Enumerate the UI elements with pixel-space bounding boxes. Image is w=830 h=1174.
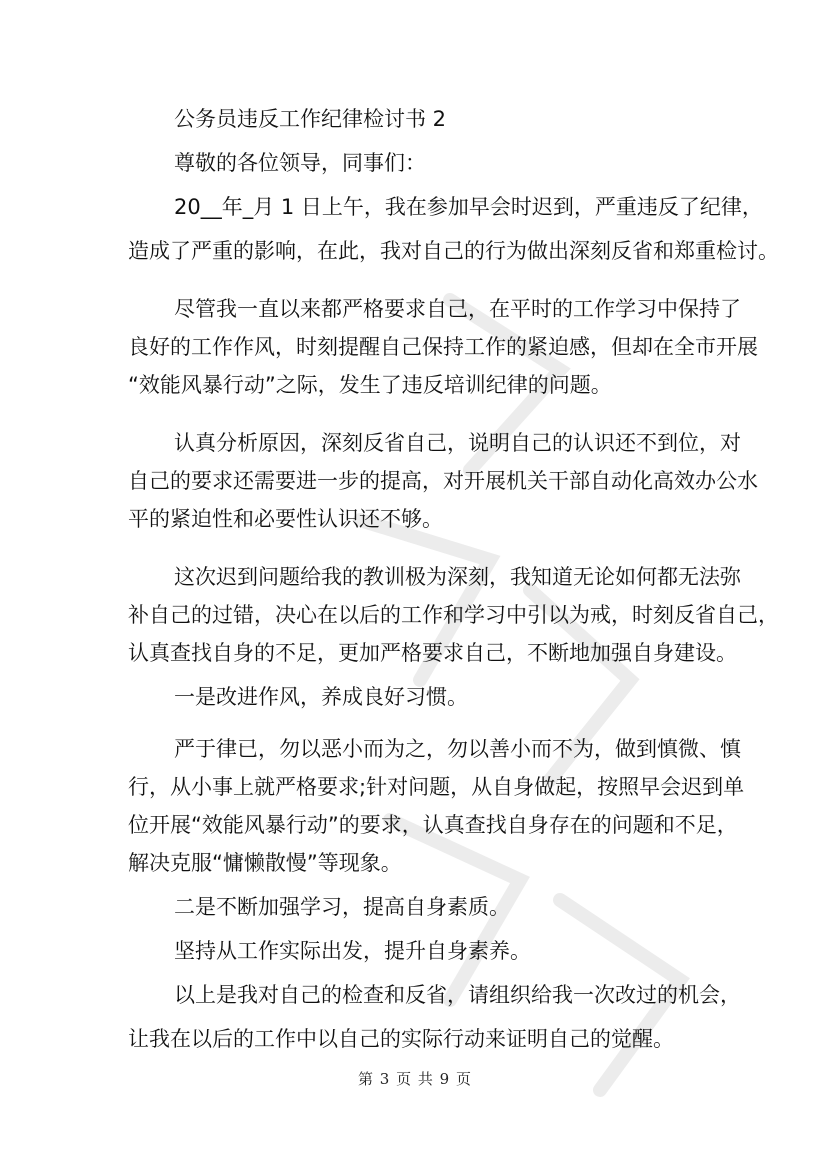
page-indicator: 第 3 页 共 9 页 <box>358 1070 472 1088</box>
paragraph-4 <box>128 558 779 672</box>
paragraph-line: 20__年_月 1 日上午，我在参加早会时迟到，严重违反了纪律， <box>174 195 763 219</box>
paragraph-7 <box>128 888 708 926</box>
paragraph-line: 良好的工作作风，时刻提醒自己保持工作的紧迫感，但却在全市开展 <box>128 335 758 359</box>
paragraph-6 <box>128 730 745 882</box>
paragraph-line: 解决克服“慵懒散慢”等现象。 <box>128 851 402 875</box>
paragraph-line: 认真分析原因，深刻反省自己，说明自己的认识还不到位，对 <box>174 431 741 455</box>
paragraph-line: 尽管我一直以来都严格要求自己，在平时的工作学习中保持了 <box>174 297 741 321</box>
paragraph-line: 自己的要求还需要进一步的提高，对开展机关干部自动化高效办公水 <box>128 469 758 493</box>
paragraph-line: 造成了严重的影响，在此，我对自己的行为做出深刻反省和郑重检讨。 <box>128 239 779 263</box>
paragraph-line: 行，从小事上就严格要求;针对问题，从自身做起，按照早会迟到单 <box>128 775 745 799</box>
paragraph-line: 二是不断加强学习，提高自身素质。 <box>174 895 510 919</box>
paragraph-line: 坚持从工作实际出发，提升自身素养。 <box>174 939 531 963</box>
document-body <box>128 100 779 1058</box>
paragraph-8 <box>128 932 708 970</box>
paragraph-3 <box>128 424 758 538</box>
paragraph-2 <box>128 290 758 404</box>
paragraph-9 <box>128 976 741 1058</box>
paragraph-1 <box>128 188 779 270</box>
paragraph-line: “效能风暴行动”之际，发生了违反培训纪律的问题。 <box>128 373 612 397</box>
paragraph-line: 以上是我对自己的检查和反省，请组织给我一次改过的机会， <box>174 983 741 1007</box>
paragraph-line: 严于律已，勿以恶小而为之，勿以善小而不为，做到慎微、慎 <box>174 737 741 761</box>
paragraph-line: 让我在以后的工作中以自己的实际行动来证明自己的觉醒。 <box>128 1027 674 1051</box>
greeting: 尊敬的各位领导，同事们： <box>174 151 426 175</box>
paragraph-line: 这次迟到问题给我的教训极为深刻，我知道无论如何都无法弥 <box>174 565 741 589</box>
paragraph-line: 认真查找自身的不足，更加严格要求自己，不断地加强自身建设。 <box>128 641 737 665</box>
paragraph-line: 一是改进作风，养成良好习惯。 <box>174 685 468 709</box>
paragraph-5 <box>128 678 708 716</box>
paragraph-line: 位开展“效能风暴行动”的要求，认真查找自身存在的问题和不足， <box>128 813 738 837</box>
paragraph-line: 平的紧迫性和必要性认识还不够。 <box>128 507 443 531</box>
paragraph-line: 补自己的过错，决心在以后的工作和学习中引以为戒，时刻反省自己， <box>128 603 779 627</box>
document-title: 公务员违反工作纪律检讨书 2 <box>174 107 447 131</box>
